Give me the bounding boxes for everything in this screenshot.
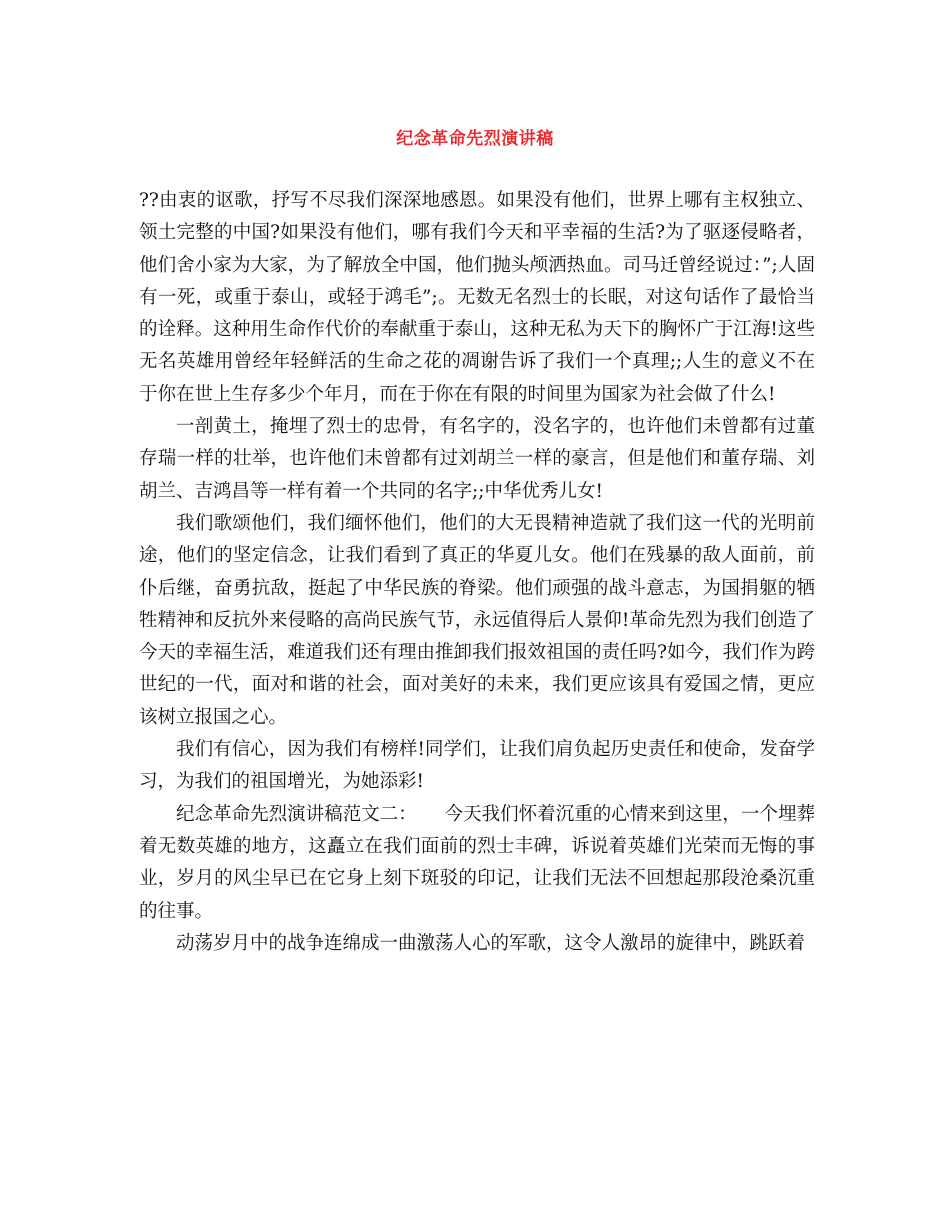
paragraph: 一剖黄土，掩埋了烈士的忠骨，有名字的，没名字的，也许他们未曾都有过董存瑞一样的壮举，也许他们未曾都有过刘胡兰一样的豪言，但是他们和董存瑞、刘胡兰、吉鸿昌等一样有着一个共同的名字;;中华优秀儿女!	[139, 416, 815, 502]
paragraph: 我们有信心，因为我们有榜样!同学们，让我们肩负起历史责任和使命，发奋学习，为我们的祖国增光，为她添彩!	[139, 739, 815, 793]
document-title: 纪念革命先烈演讲稿	[396, 129, 554, 149]
paragraph: 动荡岁月中的战争连绵成一曲激荡人心的军歌，这令人激昂的旋律中，跳跃着	[176, 932, 806, 954]
paragraph: 我们歌颂他们，我们缅怀他们，他们的大无畏精神造就了我们这一代的光明前途，他们的坚定信念，让我们看到了真正的华夏儿女。他们在残暴的敌人面前，前仆后继，奋勇抗敌，挺起了中华民族的脊梁。他们顽强的战斗意志，为国捐躯的牺牲精神和反抗外来侵略的高尚民族气节，永远值得后人景仰!革命先烈为我们创造了今天的幸福生活，难道我们还有理由推卸我们报效祖国的责任吗?如今，我们作为跨世纪的一代，面对和谐的社会，面对美好的未来，我们更应该具有爱国之情，更应该树立报国之心。	[139, 512, 815, 728]
document-body	[139, 185, 815, 960]
paragraph: ??由衷的讴歌，抒写不尽我们深深地感恩。如果没有他们，世界上哪有主权独立、领土完整的中国?如果没有他们，哪有我们今天和平幸福的生活?为了驱逐侵略者，他们舍小家为大家，为了解放全中国，他们抛头颅洒热血。司马迁曾经说过：”;人固有一死，或重于泰山，或轻于鸿毛”;。无数无名烈士的长眠，对这句话作了最恰当的诠释。这种用生命作代价的奉献重于泰山，这种无私为天下的胸怀广于江海!这些无名英雄用曾经年轻鲜活的生命之花的凋谢告诉了我们一个真理;;人生的意义不在于你在世上生存多少个年月，而在于你在有限的时间里为国家为社会做了什么!	[139, 190, 815, 405]
paragraph: 纪念革命先烈演讲稿范文二： 今天我们怀着沉重的心情来到这里，一个埋葬着无数英雄的地方，这矗立在我们面前的烈士丰碑，诉说着英雄们光荣而无悔的事业，岁月的风尘早已在它身上刻下斑驳的印记，让我们无法不回想起那段沧桑沉重的往事。	[139, 803, 815, 922]
